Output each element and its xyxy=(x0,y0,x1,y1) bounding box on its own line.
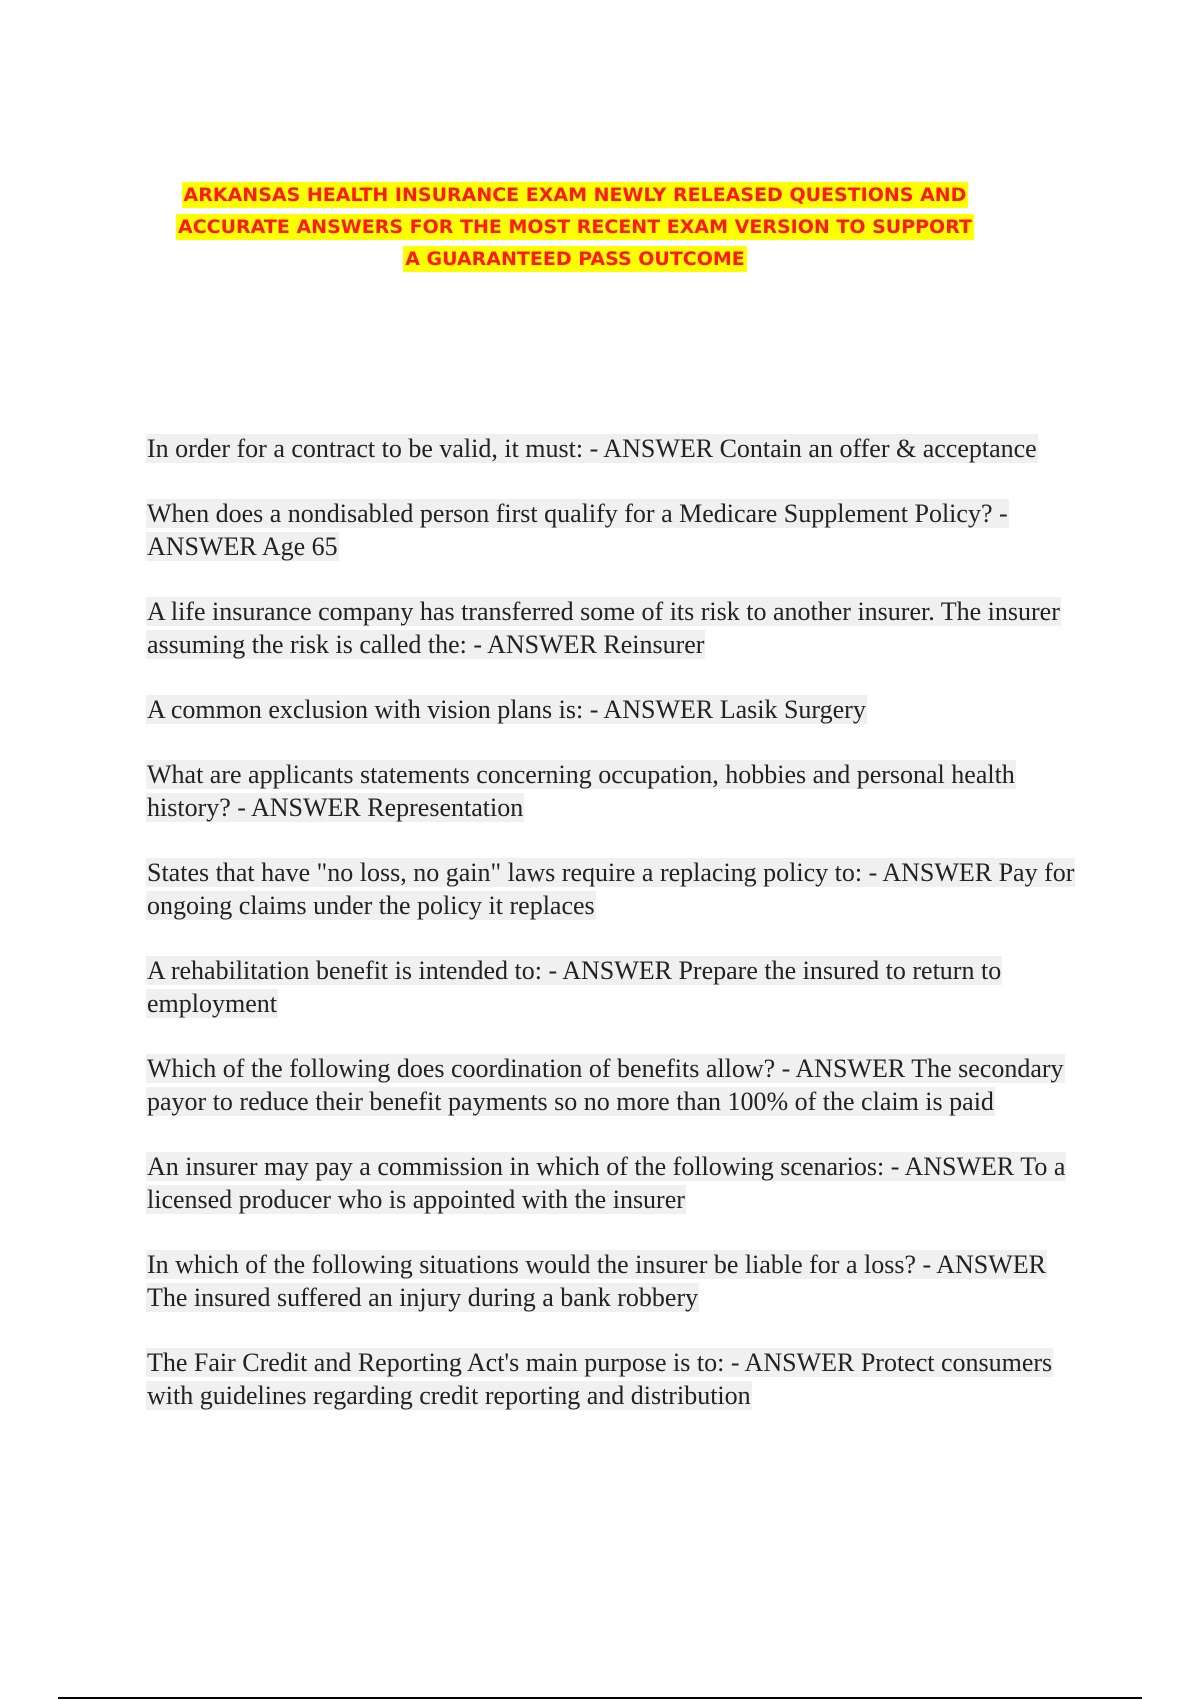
qa-item xyxy=(146,1248,1076,1314)
qa-text: In order for a contract to be valid, it must: - ANSWER Contain an offer & acceptance xyxy=(147,434,1037,463)
qa-text: States that have "no loss, no gain" laws require a replacing policy to: - ANSWER Pay for ongoing claims under the policy it replaces xyxy=(147,858,1075,920)
qa-item xyxy=(146,954,1076,1020)
qa-item xyxy=(146,1150,1076,1216)
qa-text: The Fair Credit and Reporting Act's main purpose is to: - ANSWER Protect consumers with guidelines regarding credit reporting and distribution xyxy=(147,1348,1053,1410)
qa-text: In which of the following situations would the insurer be liable for a loss? - ANSWER The insured suffered an injury during a bank robbery xyxy=(147,1250,1047,1312)
qa-text: An insurer may pay a commission in which of the following scenarios: - ANSWER To a licensed producer who is appointed with the insurer xyxy=(147,1152,1066,1214)
qa-text: What are applicants statements concerning occupation, hobbies and personal health history? - ANSWER Representation xyxy=(147,760,1015,822)
qa-item xyxy=(146,432,1076,465)
qa-text: When does a nondisabled person first qualify for a Medicare Supplement Policy? - ANSWER Age 65 xyxy=(147,499,1008,561)
qa-text: Which of the following does coordination of benefits allow? - ANSWER The secondary payor to reduce their benefit payments so no more than 100% of the claim is paid xyxy=(147,1054,1064,1116)
qa-item xyxy=(146,1052,1076,1118)
qa-item xyxy=(146,693,1076,726)
title-line xyxy=(140,211,1010,243)
qa-item xyxy=(146,856,1076,922)
qa-item xyxy=(146,595,1076,661)
title-line xyxy=(140,243,1010,275)
title-line-text: ACCURATE ANSWERS FOR THE MOST RECENT EXAM VERSION TO SUPPORT xyxy=(178,216,972,238)
question-answer-list xyxy=(146,432,1076,1444)
qa-text: A life insurance company has transferred some of its risk to another insurer. The insurer assuming the risk is called the: - ANSWER Reinsurer xyxy=(147,597,1060,659)
title-line-text: A GUARANTEED PASS OUTCOME xyxy=(405,248,745,270)
qa-text: A common exclusion with vision plans is: - ANSWER Lasik Surgery xyxy=(147,695,866,724)
qa-item xyxy=(146,497,1076,563)
qa-item xyxy=(146,758,1076,824)
document-title xyxy=(140,179,1010,275)
qa-text: A rehabilitation benefit is intended to: - ANSWER Prepare the insured to return to employment xyxy=(147,956,1002,1018)
title-line-text: ARKANSAS HEALTH INSURANCE EXAM NEWLY RELEASED QUESTIONS AND xyxy=(183,184,967,206)
footer-divider xyxy=(58,1697,1142,1699)
qa-item xyxy=(146,1346,1076,1412)
title-line xyxy=(140,179,1010,211)
